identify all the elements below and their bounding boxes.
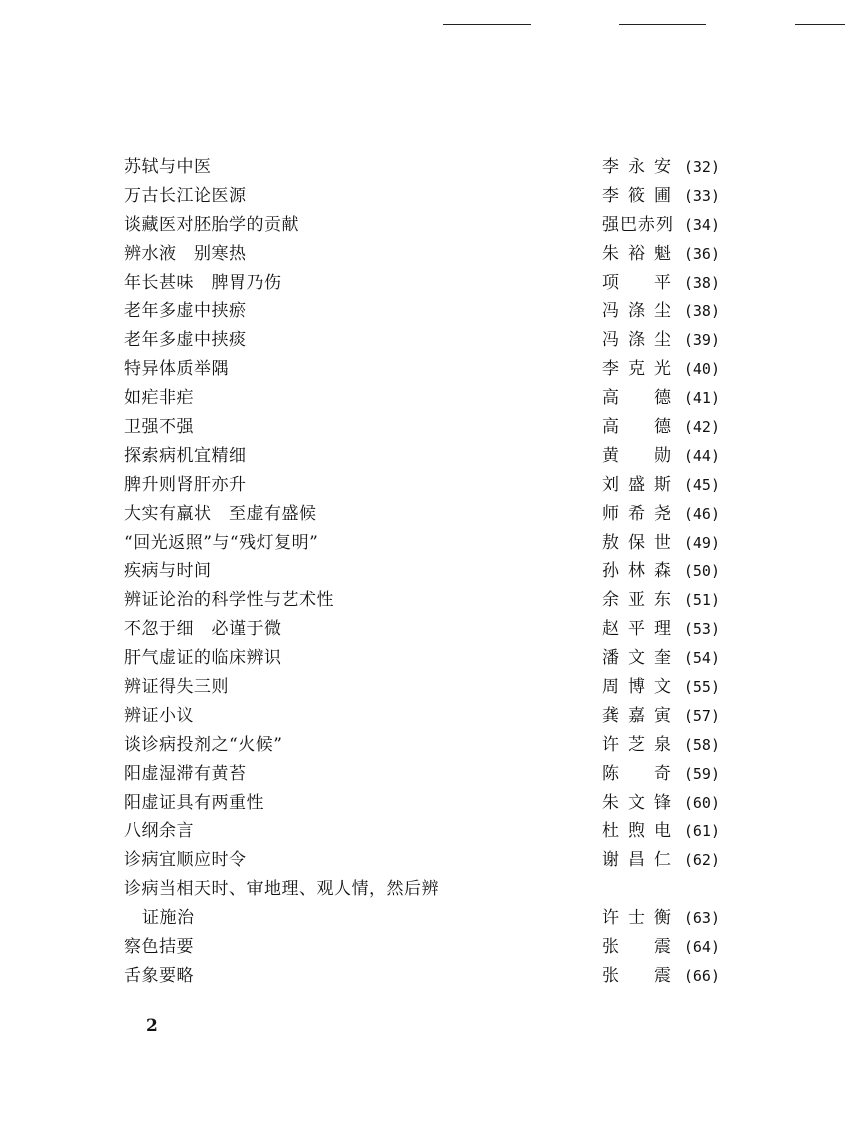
toc-entry (124, 500, 720, 529)
toc-entry-page: (58) (683, 735, 720, 754)
toc-entry (124, 442, 720, 471)
toc-entry-title: 老年多虚中挟痰 (124, 330, 247, 351)
toc-entry (124, 326, 720, 355)
page-number: 2 (146, 1016, 158, 1036)
toc-entry-page: (41) (683, 389, 720, 408)
toc-entry-title: 如疟非疟 (124, 388, 194, 409)
toc-entry-author: 张 震 (602, 937, 672, 958)
toc-entry-page: (44) (683, 446, 720, 465)
toc-entry-page: (50) (683, 562, 720, 581)
toc-entry (124, 731, 720, 760)
toc-entry-title: 苏轼与中医 (124, 157, 212, 177)
toc-entry (124, 586, 720, 615)
toc-entry-page: (51) (683, 591, 720, 610)
toc-entry-page: (54) (683, 649, 720, 668)
table-of-contents (124, 153, 720, 991)
toc-entry-page: (36) (683, 244, 720, 263)
toc-entry-title: 察色拮要 (124, 937, 194, 958)
toc-entry (124, 875, 720, 904)
toc-entry-page: (60) (683, 793, 720, 812)
toc-entry-page: (32) (683, 158, 720, 176)
toc-entry-author: 许芝泉 (602, 734, 672, 755)
toc-entry-title: 辨证小议 (124, 705, 194, 726)
toc-entry-author: 高 德 (602, 388, 672, 409)
toc-entry (124, 297, 720, 326)
toc-entry-title: 辨证得失三则 (124, 677, 229, 698)
toc-entry-author: 李永安 (602, 157, 672, 177)
toc-entry-author: 敖保世 (602, 532, 672, 553)
toc-entry-title: 诊病宜顺应时令 (124, 850, 247, 871)
toc-entry-title: 阳虚证具有两重性 (124, 792, 264, 813)
toc-entry-title: 卫强不强 (124, 417, 194, 438)
toc-entry-page: (34) (683, 215, 720, 234)
toc-entry-title: “回光返照”与“残灯复明” (124, 532, 319, 553)
toc-entry-page: (61) (683, 822, 720, 841)
toc-entry-author: 许士衡 (602, 908, 672, 929)
toc-entry-page: (57) (683, 706, 720, 725)
toc-entry-page: (62) (683, 851, 720, 870)
toc-entry-author: 冯涤尘 (602, 301, 672, 322)
toc-entry-title: 谈诊病投剂之“火候” (124, 734, 283, 755)
toc-entry-page: (63) (683, 909, 720, 928)
header-rule-1 (443, 24, 531, 25)
toc-entry-page: (42) (683, 418, 720, 437)
toc-entry-page: (59) (683, 764, 720, 783)
toc-entry-title: 阳虚湿滞有黄苔 (124, 763, 247, 784)
toc-entry (124, 413, 720, 442)
toc-entry-author: 余亚东 (602, 590, 672, 611)
toc-entry (124, 789, 720, 818)
toc-entry-page: (33) (683, 186, 720, 205)
toc-entry-page: (66) (683, 966, 720, 985)
toc-entry-page: (45) (683, 475, 720, 494)
toc-entry (124, 673, 720, 702)
toc-entry (124, 702, 720, 731)
toc-entry-title: 大实有羸状 至虚有盛候 (124, 503, 317, 524)
toc-entry-page: (40) (683, 360, 720, 379)
toc-entry-author: 刘盛斯 (602, 474, 672, 495)
toc-entry-author: 谢昌仁 (602, 850, 672, 871)
toc-entry (124, 153, 720, 182)
toc-entry (124, 240, 720, 269)
toc-entry (124, 211, 720, 240)
toc-entry-title: 肝气虚证的临床辨识 (124, 648, 282, 669)
toc-entry (124, 557, 720, 586)
toc-entry-author: 周博文 (602, 677, 672, 698)
toc-entry-author: 李克光 (602, 359, 672, 380)
toc-entry-title: 辨证论治的科学性与艺术性 (124, 590, 334, 611)
toc-entry-title: 证施治 (142, 908, 195, 929)
toc-entry (124, 471, 720, 500)
toc-entry (124, 615, 720, 644)
toc-entry-page: (39) (683, 331, 720, 350)
toc-entry-title: 年长甚味 脾胃乃伤 (124, 272, 282, 293)
toc-entry (124, 269, 720, 298)
toc-entry (124, 644, 720, 673)
toc-entry-page: (55) (683, 678, 720, 697)
toc-entry-title: 辨水液 别寒热 (124, 243, 247, 264)
toc-entry (124, 933, 720, 962)
toc-entry (124, 904, 720, 933)
toc-entry-author: 孙林森 (602, 561, 672, 582)
toc-entry (124, 182, 720, 211)
toc-entry-page: (53) (683, 620, 720, 639)
toc-entry-title: 探索病机宜精细 (124, 445, 247, 466)
toc-entry-title: 老年多虚中挟瘀 (124, 301, 247, 322)
toc-entry-title: 疾病与时间 (124, 561, 212, 582)
toc-entry-author: 张 震 (602, 965, 672, 986)
toc-entry-title: 特异体质举隅 (124, 359, 229, 380)
toc-entry-author: 朱裕魁 (602, 243, 672, 264)
toc-entry-author: 赵平理 (602, 619, 672, 640)
toc-entry-page: (64) (683, 938, 720, 957)
header-rule-2 (619, 24, 706, 25)
toc-entry-author: 李筱圃 (602, 185, 672, 206)
toc-entry-author: 高 德 (602, 417, 672, 438)
toc-entry-page: (38) (683, 273, 720, 292)
toc-entry-title: 舌象要略 (124, 965, 194, 986)
toc-entry-author: 强巴赤列 (602, 214, 674, 235)
toc-entry (124, 962, 720, 991)
toc-entry-title: 谈藏医对胚胎学的贡献 (124, 214, 299, 235)
toc-entry-page: (49) (683, 533, 720, 552)
toc-entry-author: 朱文锋 (602, 792, 672, 813)
toc-entry-title: 万古长江论医源 (124, 185, 247, 206)
toc-entry (124, 817, 720, 846)
toc-entry-author: 项 平 (602, 272, 672, 293)
toc-entry-author: 黄 勋 (602, 445, 672, 466)
toc-entry (124, 355, 720, 384)
toc-entry-author: 冯涤尘 (602, 330, 672, 351)
toc-entry-page: (38) (683, 302, 720, 321)
toc-entry-title: 八纲余言 (124, 821, 194, 842)
toc-entry-author: 陈 奇 (602, 763, 672, 784)
toc-entry (124, 846, 720, 875)
toc-entry-title: 不忽于细 必谨于微 (124, 619, 282, 640)
toc-entry-page: (46) (683, 504, 720, 523)
toc-entry (124, 529, 720, 558)
toc-entry-title: 诊病当相天时、审地理、观人情，然后辨 (124, 879, 439, 900)
header-rule-3 (795, 24, 845, 25)
toc-entry-author: 师希尧 (602, 503, 672, 524)
toc-entry (124, 760, 720, 789)
toc-entry-title: 脾升则肾肝亦升 (124, 474, 247, 495)
toc-entry-author: 龚嘉寅 (602, 705, 672, 726)
toc-entry-author: 潘文奎 (602, 648, 672, 669)
toc-entry-author: 杜煦电 (602, 821, 672, 842)
toc-entry (124, 384, 720, 413)
